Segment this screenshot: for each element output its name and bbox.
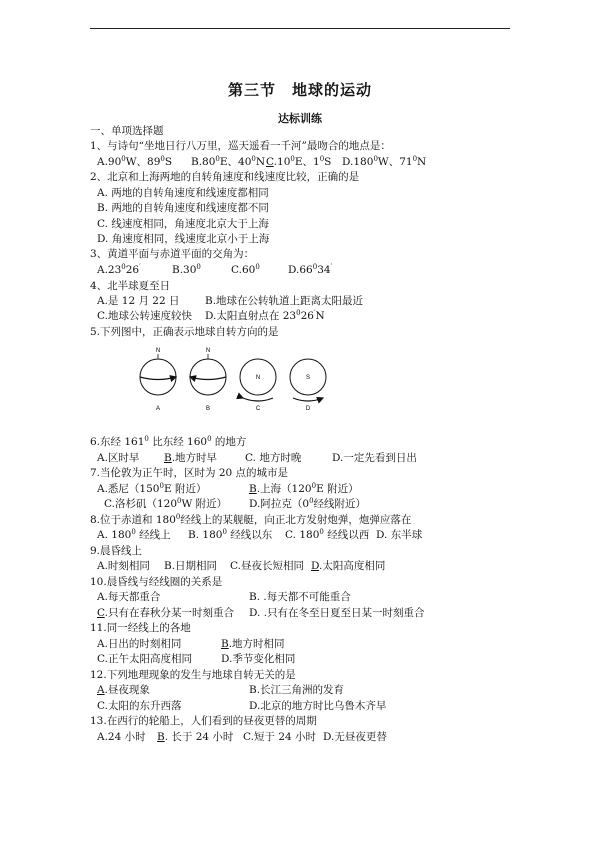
q8-option-a[interactable]: A. $180^0$ 经线上 bbox=[97, 528, 171, 541]
q10-option-c[interactable]: C.只有在春秋分某一时刻重合 bbox=[97, 607, 235, 619]
q7-option-c[interactable]: C.洛杉矶（$120^0W$ 附近） bbox=[104, 497, 228, 510]
q9-option-d[interactable]: D.太阳高度相同 bbox=[311, 560, 386, 572]
question-6-stem: 6.东经 $161^0$ 比东经 $160^0$ 的地方 bbox=[90, 435, 247, 448]
page-title: 第三节 地球的运动 bbox=[227, 81, 372, 99]
q4-option-c[interactable]: C.地球公转速度较快 bbox=[97, 310, 192, 322]
q7-option-b[interactable]: B.上海（$120^0E$ 附近） bbox=[249, 482, 359, 495]
question-9-stem: 9.晨昏线上 bbox=[90, 545, 143, 557]
q12-option-a[interactable]: A.昼夜现象 bbox=[97, 684, 150, 696]
q6-option-c[interactable]: C. 地方时晚 bbox=[245, 452, 302, 464]
q11-option-c[interactable]: C.正午太阳高度相同 bbox=[97, 653, 192, 665]
q8-option-b[interactable]: B. $180^0$ 经线以东 bbox=[188, 528, 273, 541]
pole-label-a: N bbox=[155, 348, 161, 354]
q11-option-d[interactable]: D.季节变化相同 bbox=[221, 653, 296, 665]
question-5-stem: 5.下列图中，正确表示地球自转方向的是 bbox=[90, 326, 279, 338]
q10-option-b[interactable]: B. .每天都不可能重合 bbox=[249, 591, 351, 603]
q13-option-c[interactable]: C.短于 24 小时 bbox=[243, 731, 317, 743]
q10-option-d[interactable]: D. .只有在冬至日夏至日某一时刻重合 bbox=[249, 607, 425, 619]
diagram-label-a: A bbox=[155, 406, 161, 412]
q6-option-a[interactable]: A.区时早 bbox=[97, 452, 140, 464]
q12-option-b[interactable]: B.长江三角洲的发育 bbox=[249, 684, 345, 696]
diagram-option-a[interactable] bbox=[140, 348, 176, 412]
q7-option-d[interactable]: D.阿拉克（$0^0$经线附近） bbox=[249, 497, 367, 510]
question-11-stem: 11.同一经线上的各地 bbox=[90, 622, 191, 634]
q4-option-b[interactable]: B.地球在公转轨道上距离太阳最近 bbox=[205, 295, 364, 307]
diagram-option-c[interactable] bbox=[240, 359, 276, 412]
q2-option-b[interactable]: B. 两地的自转角速度和线速度都不同 bbox=[97, 202, 269, 214]
q3-option-b[interactable]: $B.30^0$ bbox=[172, 263, 201, 276]
q4-option-a[interactable]: A.是 12 月 22 日 bbox=[97, 295, 180, 307]
question-7-stem: 7.当伦敦为正午时，区时为 20 点的城市是 bbox=[90, 467, 289, 479]
q1-option-d[interactable]: D.180$^0$W、$71^0N$ bbox=[342, 155, 427, 168]
q13-option-d[interactable]: D.无昼夜更替 bbox=[323, 731, 387, 743]
q3-option-d[interactable]: $D.66^034'$ bbox=[288, 263, 333, 276]
q6-option-b[interactable]: B.地方时早 bbox=[164, 452, 218, 464]
q7-option-a[interactable]: A.悉尼（$150^0E$ 附近） bbox=[97, 482, 207, 495]
q12-option-c[interactable]: C.太阳的东升西落 bbox=[97, 700, 182, 712]
question-13-stem: 13.在西行的轮船上，人们看到的昼夜更替的周期 bbox=[90, 715, 317, 727]
q13-option-a[interactable]: A.24 小时 bbox=[97, 731, 146, 743]
q1-option-a[interactable]: $A.90^0W$、$89^0S$ bbox=[97, 155, 173, 168]
diagram-option-d[interactable] bbox=[290, 359, 326, 412]
earth-rotation-diagram bbox=[130, 344, 330, 414]
q1-option-c[interactable]: $C.10^0E$、$1^0S$ bbox=[266, 155, 332, 168]
diagram-label-c: C bbox=[255, 406, 261, 412]
question-3-stem: 3、黄道平面与赤道平面的交角为： bbox=[90, 248, 255, 260]
q2-option-d[interactable]: D. 角速度相同，线速度北京小于上海 bbox=[97, 233, 270, 245]
question-1-stem: 1、与诗句“坐地日行八万里，巡天遥看一千河”最吻合的地点是： bbox=[90, 140, 391, 152]
question-10-stem: 10.晨昏线与经线圈的关系是 bbox=[90, 576, 223, 588]
q8-option-d[interactable]: D. 东半球 bbox=[376, 529, 423, 541]
diagram-label-d: D bbox=[305, 406, 311, 412]
section-heading: 一、单项选择题 bbox=[90, 125, 164, 137]
page-subtitle: 达标训练 bbox=[278, 112, 322, 125]
q11-option-a[interactable]: A.日出的时刻相同 bbox=[97, 638, 182, 650]
diagram-option-b[interactable] bbox=[190, 348, 226, 412]
q10-option-a[interactable]: A.每天都重合 bbox=[97, 591, 161, 603]
q4-option-d[interactable]: D.太阳直射点在 $23^026'N$ bbox=[205, 309, 325, 322]
pole-label-b: N bbox=[205, 348, 211, 354]
question-12-stem: 12.下列地理现象的发生与地球自转无关的是 bbox=[90, 669, 296, 681]
question-4-stem: 4、北半球夏至日 bbox=[90, 280, 171, 292]
pole-label-d: S bbox=[305, 375, 311, 381]
q11-option-b[interactable]: B.地方时相同 bbox=[221, 638, 285, 650]
q9-option-a[interactable]: A.时刻相同 bbox=[97, 560, 150, 572]
q6-option-d[interactable]: D.一定先看到日出 bbox=[332, 452, 417, 464]
q2-option-c[interactable]: C. 线速度相同，角速度北京大于上海 bbox=[97, 218, 269, 230]
question-8-stem: 8.位于赤道和 $180^0$经线上的某舰艇，向正北方发射炮弹，炮弹应落在 bbox=[90, 513, 412, 526]
diagram-label-b: B bbox=[205, 406, 211, 412]
q3-option-a[interactable]: $A.23^026'$ bbox=[97, 263, 141, 276]
q2-option-a[interactable]: A. 两地的自转角速度和线速度都相同 bbox=[97, 187, 269, 199]
q8-option-c[interactable]: C. $180^0$ 经线以西 bbox=[285, 528, 370, 541]
q3-option-c[interactable]: $C.60^0$ bbox=[231, 263, 260, 276]
q9-option-c[interactable]: C.昼夜长短相同 bbox=[230, 560, 304, 572]
q1-option-b[interactable]: $B.80^0E$、$40^0N$ bbox=[191, 155, 266, 168]
header-rule bbox=[90, 28, 510, 29]
q9-option-b[interactable]: B.日期相同 bbox=[164, 560, 218, 572]
q12-option-d[interactable]: D.北京的地方时比乌鲁木齐早 bbox=[249, 700, 387, 712]
pole-label-c: N bbox=[255, 375, 261, 381]
q13-option-b[interactable]: B. 长于 24 小时 bbox=[157, 731, 234, 743]
question-2-stem: 2、北京和上海两地的自转角速度和线速度比较，正确的是 bbox=[90, 171, 360, 183]
